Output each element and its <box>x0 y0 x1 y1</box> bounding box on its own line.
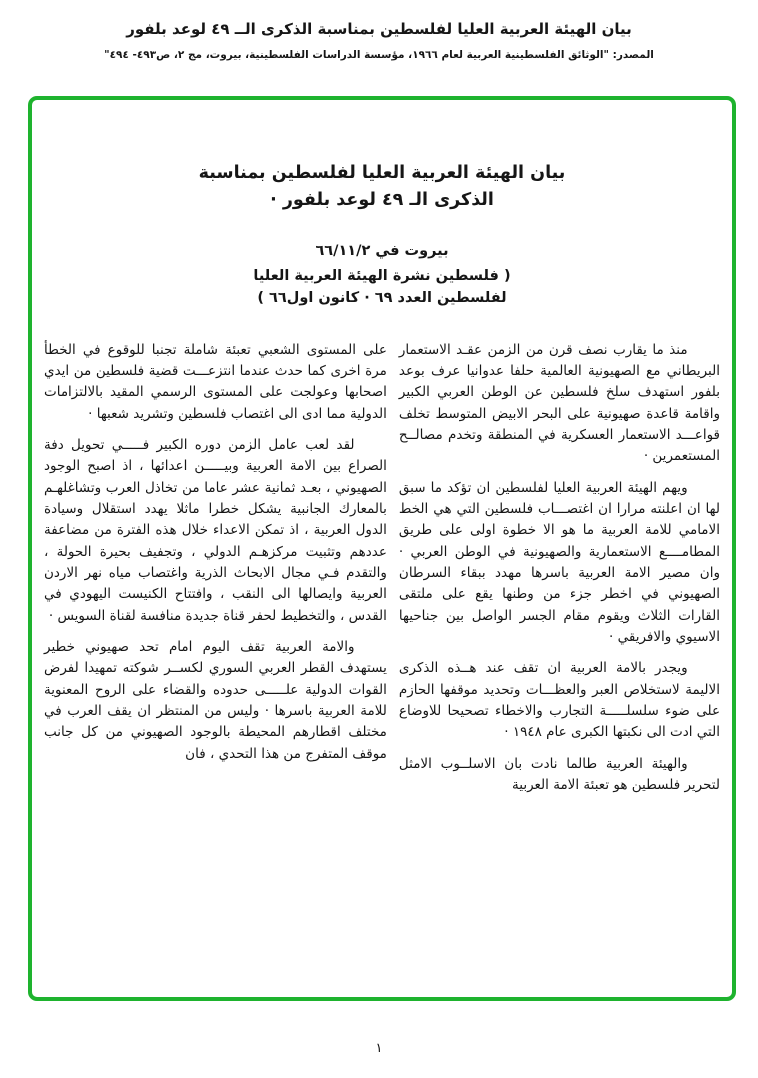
paragraph: ويهم الهيئة العربية العليا لفلسطين ان تؤكد ما سبق لها ان اعلنته مرارا ان اغتصـــاب فلسطين التي هي الخط الامامي للامة العربية ما هو الا خطوة اولى على طريق المطامــــع الاستعمارية والصهيونية في الوطن العربي · وان مصير الامة العربية باسرها مهدد ببقاء السرطان الصهيوني في اخطر جزء من وطنها يقع على ملتقى القارات الثلاث ويقوم مقام الجسر الواصل بين جناحيها الاسيوي والافريقي · <box>398 479 720 645</box>
paragraph: على المستوى الشعبي تعبئة شاملة تجنبا للوقوع في الخطأ مرة اخرى كما حدث عندما انتزعـــت قضية فلسطين من ايدي اصحابها وعولجت على المستوى الرسمي المقيد بالالتزامات الدولية مما ادى الى اغتصاب فلسطين وتشريد شعبها · <box>44 341 387 422</box>
paragraph: والامة العربية تقف اليوم امام تحد صهيوني خطير يستهدف القطر العربي السوري لكســر شوكته تمهيدا لفرض القوات الدولية علـــــى حدوده والقضاء على الروح المعنوية للامة العربية باسرها · وليس من المنتظر ان يقف العرب في مختلف اقطارهم المحيطة بالوجود الصهيوني من كل جانب موقف المتفرج من هذا التحدي ، فان <box>44 638 387 762</box>
document-title-line2: الذكرى الـ ٤٩ لوعد بلفور · <box>270 190 494 211</box>
paragraph: ويجدر بالامة العربية ان تقف عند هــذه الذكرى الاليمة لاستخلاص العبر والعظـــات وتحديد موقفها الحازم على ضوء سلسلـــــة التجارب والاخطاء تصحيحا للاوضاع التي ادت الى نكبتها الكبرى عام ١٩٤٨ · <box>398 660 720 741</box>
paragraph: والهيئة العربية طالما نادت بان الاسلــوب الامثل لتحرير فلسطين هو تعبئة الامة العربية <box>398 755 720 793</box>
body-right-column <box>399 340 720 807</box>
document-green-frame <box>28 96 736 1001</box>
paragraph: منذ ما يقارب نصف قرن من الزمن عقـد الاستعمار البريطاني مع الصهيونية العالمية حلفا عدوانيا عرف بوعد بلفور استهدف سلخ فلسطين عن الوطن العربي الكبير واقامة قاعدة صهيونية على البحر الابيض المتوسط تخلف قواعـــد الاستعمار العسكرية في المنطقة وتخدم مصالــح المستعمرين · <box>398 341 720 465</box>
document-title-line1: بيان الهيئة العربية العليا لفلسطين بمناسبة <box>198 163 566 183</box>
dateline: بيروت في ٦٦/١١/٢ <box>315 243 449 260</box>
paragraph: لقد لعب عامل الزمن دوره الكبير فـــــي تحويل دفة الصراع بين الامة العربية وبيـــــن اعدائها ، اذ اصبح الوجود الصهيوني ، بعـد ثمانية عشر عاما من تخاذل العرب وتشاغلهـم بالمعارك الجانبية يشكل خطرا ماثلا يهدد استقلال وسيادة الدول العربية ، اذ تمكن الاعداء خلال هذه الفترة من مضاعفة عددهم وتثبيت مركزهـم الدولي ، وتجفيف بحيرة الحولة ، والتقدم فـي مجال الابحاث الذرية واغتصاب مياه نهر الاردن العربية وايصالها الى النقب ، وافتتاح الكنيست اليهودي في القدس ، والتخطيط لحفر قناة جديدة منافسة لقناة السويس · <box>44 436 387 624</box>
document-title <box>32 160 732 214</box>
page-header <box>0 0 758 61</box>
page-number: ١ <box>375 1041 383 1056</box>
page-header-title: بيان الهيئة العربية العليا لفلسطين بمناسبة الذكرى الــ ٤٩ لوعد بلفور <box>126 20 632 38</box>
document-subtitle <box>32 240 732 309</box>
body-left-column <box>44 340 387 807</box>
page-header-source: المصدر: "الوثائق الفلسطينية العربية لعام ١٩٦٦، مؤسسة الدراسات الفلسطينية، بيروت، مج ٢، ص٤٩٣- ٤٩٤" <box>104 49 654 61</box>
publication-note-line2: لفلسطين العدد ٦٩ · كانون اول٦٦ ) <box>257 290 507 307</box>
document-body-columns <box>32 340 732 807</box>
publication-note-line1: ( فلسطين نشرة الهيئة العربية العليا <box>253 267 511 284</box>
